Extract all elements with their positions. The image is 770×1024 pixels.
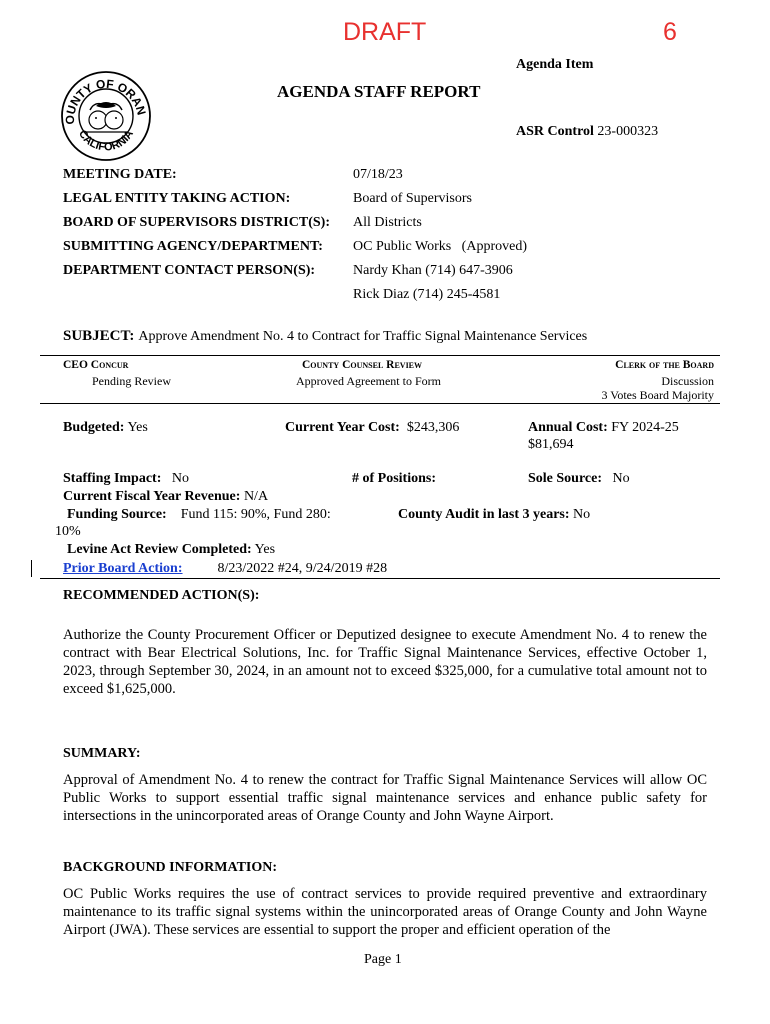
prior-board-action-value: 8/23/2022 #24, 9/24/2019 #28 bbox=[217, 561, 388, 576]
funding-source-label: Funding Source: bbox=[67, 507, 167, 522]
county-audit-label: County Audit in last 3 years: bbox=[398, 507, 570, 522]
contact-value-2: Rick Diaz (714) 245-4581 bbox=[353, 287, 501, 302]
county-audit bbox=[398, 507, 590, 523]
subject-text: Approve Amendment No. 4 to Contract for Traffic Signal Maintenance Services bbox=[138, 329, 588, 344]
county-audit-value: No bbox=[573, 507, 591, 522]
sole-source bbox=[528, 471, 630, 487]
page-title: AGENDA STAFF REPORT bbox=[277, 82, 481, 101]
seal-text-bottom: CALIFORNIA bbox=[76, 128, 136, 154]
agency-label: SUBMITTING AGENCY/DEPARTMENT: bbox=[63, 239, 323, 254]
subject-line bbox=[63, 327, 587, 345]
prior-board-action bbox=[63, 561, 387, 577]
subject-label: SUBJECT: bbox=[63, 328, 135, 344]
budgeted-value: Yes bbox=[127, 420, 148, 435]
agenda-item-label: Agenda Item bbox=[516, 57, 594, 72]
meeting-date-label: MEETING DATE: bbox=[63, 167, 177, 182]
agenda-item-number: 6 bbox=[663, 18, 677, 46]
divider-top bbox=[40, 355, 720, 356]
contact-value-1: Nardy Khan (714) 647-3906 bbox=[353, 263, 513, 278]
annual-cost bbox=[528, 420, 679, 436]
legal-entity-value: Board of Supervisors bbox=[353, 191, 472, 206]
levine-act-label: Levine Act Review Completed: bbox=[67, 542, 252, 557]
funding-source-value-2: 10% bbox=[55, 524, 81, 539]
county-seal-icon bbox=[60, 70, 152, 162]
legal-entity-label: LEGAL ENTITY TAKING ACTION: bbox=[63, 191, 291, 206]
ceo-concur-value: Pending Review bbox=[92, 374, 171, 388]
fiscal-revenue-value: N/A bbox=[243, 489, 269, 504]
summary-heading: SUMMARY: bbox=[63, 746, 141, 761]
clerk-value-2: 3 Votes Board Majority bbox=[601, 388, 714, 402]
sole-source-label: Sole Source: bbox=[528, 471, 603, 486]
annual-cost-label: Annual Cost: bbox=[528, 420, 608, 435]
fiscal-revenue bbox=[63, 489, 268, 505]
current-year-cost-label: Current Year Cost: bbox=[285, 420, 400, 435]
staffing-impact bbox=[63, 471, 189, 487]
staffing-impact-value: No bbox=[171, 471, 190, 486]
summary-text: Approval of Amendment No. 4 to renew the contract for Traffic Signal Maintenance Services will allow OC Public Works to support essential traffic signal maintenance services and enhance public safety for intersections in the unincorporated areas of Orange County and John Wayne Airport. bbox=[63, 772, 707, 824]
seal-text-top: OUNTY OF ORAN bbox=[62, 76, 149, 125]
recommended-heading: RECOMMENDED ACTION(S): bbox=[63, 588, 260, 603]
clerk-value-1: Discussion bbox=[661, 374, 714, 388]
district-value: All Districts bbox=[353, 215, 422, 230]
prior-board-action-link[interactable]: Prior Board Action: bbox=[63, 561, 183, 576]
ceo-concur-label: CEO Concur bbox=[63, 359, 129, 371]
fiscal-revenue-label: Current Fiscal Year Revenue: bbox=[63, 489, 241, 504]
levine-act-value: Yes bbox=[254, 542, 276, 557]
budgeted-label: Budgeted: bbox=[63, 420, 125, 435]
staffing-impact-label: Staffing Impact: bbox=[63, 471, 162, 486]
funding-source-value: Fund 115: 90%, Fund 280: bbox=[180, 507, 331, 522]
divider-bottom bbox=[40, 578, 720, 579]
agency-value: OC Public Works (Approved) bbox=[353, 239, 527, 254]
district-label: BOARD OF SUPERVISORS DISTRICT(S): bbox=[63, 215, 330, 230]
county-counsel-value: Approved Agreement to Form bbox=[296, 374, 441, 388]
current-year-cost bbox=[285, 420, 459, 436]
page-number: Page 1 bbox=[364, 952, 402, 967]
positions-label: # of Positions: bbox=[352, 471, 436, 486]
divider-middle bbox=[40, 403, 720, 404]
asr-control bbox=[516, 124, 658, 140]
asr-control-label: ASR Control bbox=[516, 124, 594, 139]
current-year-cost-value: $243,306 bbox=[406, 420, 460, 435]
contact-label: DEPARTMENT CONTACT PERSON(S): bbox=[63, 263, 316, 278]
levine-act bbox=[67, 542, 275, 558]
meeting-date-value: 07/18/23 bbox=[353, 167, 403, 182]
background-heading: BACKGROUND INFORMATION: bbox=[63, 860, 278, 875]
annual-cost-value: FY 2024-25 bbox=[611, 420, 679, 435]
recommended-text: Authorize the County Procurement Officer or Deputized designee to execute Amendment No. 4 to renew the contract with Bear Electrical Solutions, Inc. for Traffic Signal Maintenance Services, effective October 1, 2023, through September 30, 2024, in an amount not to exceed $325,000, for a cumulative total amount not to exceed $1,625,000. bbox=[63, 627, 707, 697]
background-text: OC Public Works requires the use of contract services to provide required preventive and extraordinary maintenance to its traffic signal systems within the unincorporated areas of Orange County and John Wayne Airport (JWA). These services are essential to support the proper and efficient operation of the bbox=[63, 886, 707, 938]
clerk-label: Clerk of the Board bbox=[615, 359, 714, 371]
annual-cost-value-2: $81,694 bbox=[528, 437, 574, 452]
budgeted bbox=[63, 420, 148, 436]
sole-source-value: No bbox=[612, 471, 630, 486]
county-counsel-label: County Counsel Review bbox=[302, 359, 423, 371]
revision-bar bbox=[31, 560, 32, 577]
asr-control-value: 23-000323 bbox=[597, 124, 659, 139]
funding-source bbox=[67, 507, 331, 523]
draft-watermark: DRAFT bbox=[343, 18, 427, 46]
